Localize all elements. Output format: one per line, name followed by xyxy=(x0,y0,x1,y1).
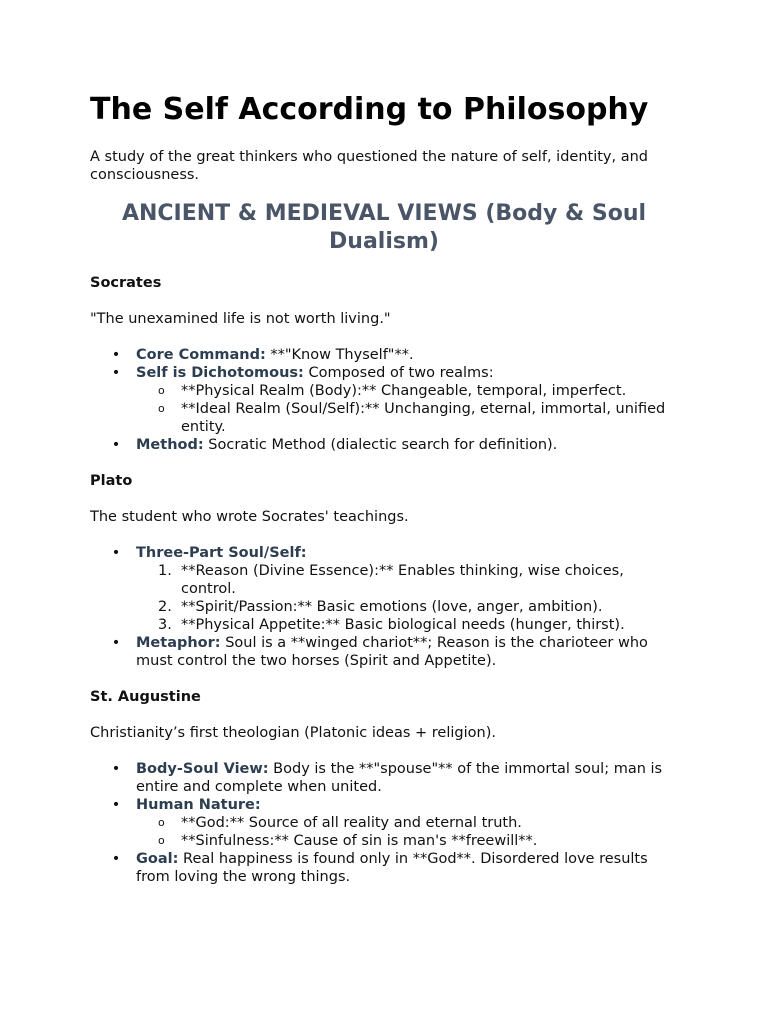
sub-item-text: **Sinfulness:** Cause of sin is man's **freewill**. xyxy=(181,833,538,849)
sub-list xyxy=(136,814,678,850)
sub-item-text: **God:** Source of all reality and eternal truth. xyxy=(181,815,522,831)
item-term: Core Command: xyxy=(136,347,266,363)
list-item xyxy=(111,436,678,454)
item-text: Body is the **"spouse"** of the immortal soul; man is entire and complete when united. xyxy=(136,761,663,795)
item-term: Goal: xyxy=(136,851,179,867)
item-term: Method: xyxy=(136,437,204,453)
item-term: Human Nature: xyxy=(136,797,261,813)
bullet-icon: • xyxy=(111,797,121,813)
philosopher-desc-augustine: Christianity’s first theologian (Platonic ideas + religion). xyxy=(90,725,496,741)
hollow-bullet-icon: o xyxy=(158,816,165,829)
plato-list xyxy=(90,544,678,670)
bullet-icon: • xyxy=(111,635,121,651)
list-item xyxy=(111,364,678,436)
list-item xyxy=(111,544,678,634)
numbered-item-text: **Reason (Divine Essence):** Enables thinking, wise choices, control. xyxy=(181,563,624,597)
sub-list-item xyxy=(158,814,678,832)
list-number: 1. xyxy=(158,563,172,579)
philosopher-desc-plato: The student who wrote Socrates' teachings. xyxy=(90,509,409,525)
bullet-icon: • xyxy=(111,851,121,867)
numbered-list-item xyxy=(158,562,678,598)
bullet-icon: • xyxy=(111,545,121,561)
numbered-list-item xyxy=(158,616,678,634)
sub-list-item xyxy=(158,832,678,850)
item-text: Soul is a **winged chariot**; Reason is the charioteer who must control the two horses (Spirit and Appetite). xyxy=(136,635,648,669)
list-item xyxy=(111,796,678,850)
list-number: 3. xyxy=(158,617,172,633)
sub-list-item xyxy=(158,400,678,436)
bullet-icon: • xyxy=(111,761,121,777)
list-number: 2. xyxy=(158,599,172,615)
sub-list-item xyxy=(158,382,678,400)
augustine-list xyxy=(90,760,678,886)
numbered-item-text: **Spirit/Passion:** Basic emotions (love, anger, ambition). xyxy=(181,599,603,615)
numbered-item-text: **Physical Appetite:** Basic biological needs (hunger, thirst). xyxy=(181,617,625,633)
document-title: The Self According to Philosophy xyxy=(90,92,649,127)
bullet-icon: • xyxy=(111,365,121,381)
list-item xyxy=(111,346,678,364)
philosopher-name-augustine: St. Augustine xyxy=(90,689,201,705)
bullet-icon: • xyxy=(111,437,121,453)
intro-paragraph: A study of the great thinkers who questioned the nature of self, identity, and consciousness. xyxy=(90,149,648,183)
item-term: Self is Dichotomous: xyxy=(136,365,304,381)
item-term: Body-Soul View: xyxy=(136,761,269,777)
item-term: Metaphor: xyxy=(136,635,221,651)
sub-item-text: **Physical Realm (Body):** Changeable, temporal, imperfect. xyxy=(181,383,627,399)
philosopher-quote-socrates: "The unexamined life is not worth living." xyxy=(90,311,391,327)
hollow-bullet-icon: o xyxy=(158,384,165,397)
philosopher-name-plato: Plato xyxy=(90,473,133,489)
numbered-list-item xyxy=(158,598,678,616)
socrates-list xyxy=(90,346,678,454)
list-item xyxy=(111,634,678,670)
item-text: **"Know Thyself"**. xyxy=(265,347,414,363)
bullet-icon: • xyxy=(111,347,121,363)
hollow-bullet-icon: o xyxy=(158,402,165,415)
sub-list xyxy=(136,382,678,436)
item-text: Composed of two realms: xyxy=(303,365,494,381)
list-item xyxy=(111,850,678,886)
item-text: Real happiness is found only in **God**. Disordered love results from loving the wrong things. xyxy=(136,851,648,885)
item-term: Three-Part Soul/Self: xyxy=(136,545,307,561)
section-heading: ANCIENT & MEDIEVAL VIEWS (Body & Soul Dualism) xyxy=(121,201,647,254)
hollow-bullet-icon: o xyxy=(158,834,165,847)
item-text: Socratic Method (dialectic search for definition). xyxy=(203,437,558,453)
philosopher-name-socrates: Socrates xyxy=(90,275,162,291)
list-item xyxy=(111,760,678,796)
sub-item-text: **Ideal Realm (Soul/Self):** Unchanging, eternal, immortal, unified entity. xyxy=(181,401,666,435)
numbered-list xyxy=(136,562,678,634)
